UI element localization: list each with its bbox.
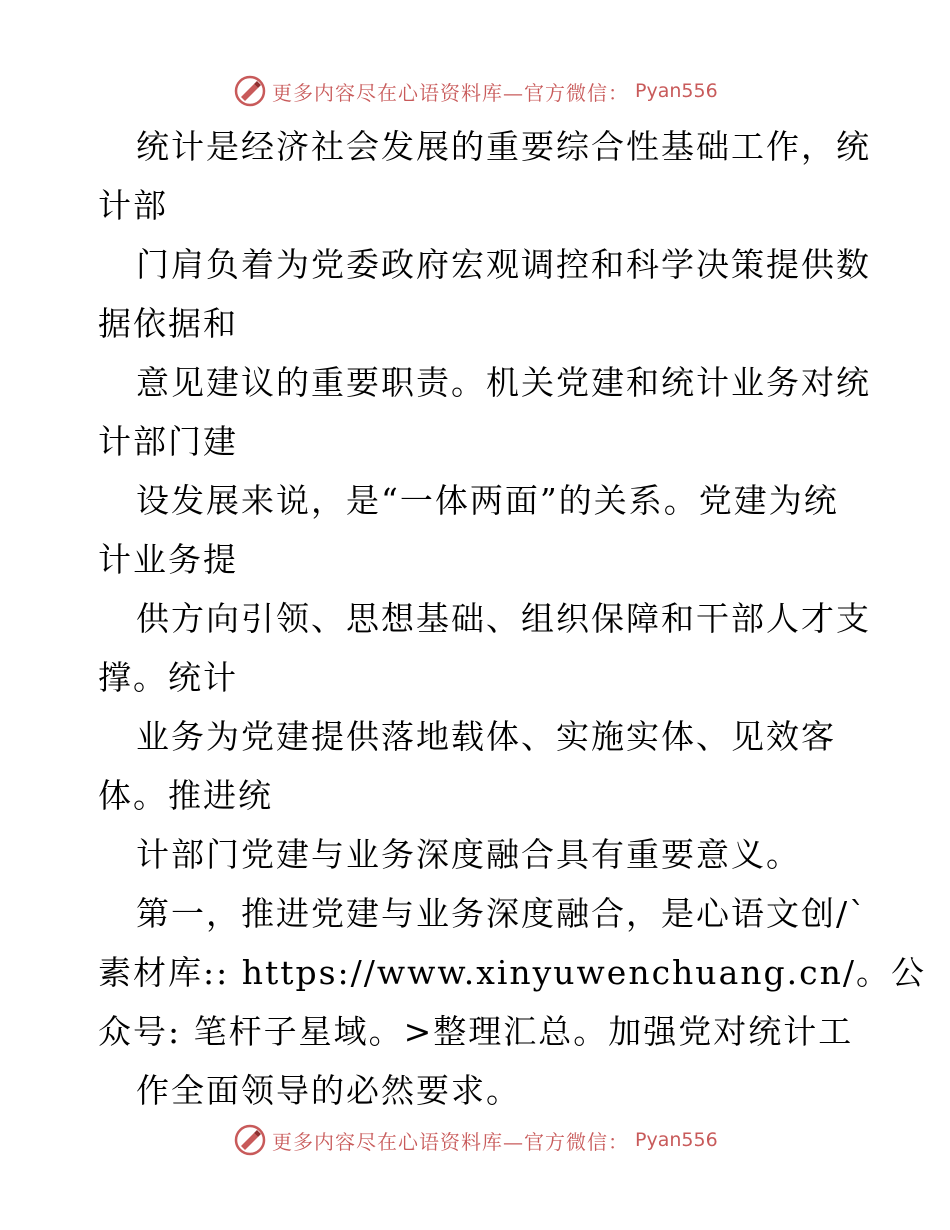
body-line: 第一，推进党建与业务深度融合，是心语文创/` xyxy=(136,894,868,933)
body-line: 计部 xyxy=(98,186,168,225)
body-line: 素材库:: https://www.xinyuwenchuang.cn/。公 xyxy=(98,953,926,992)
header-watermark xyxy=(234,73,718,109)
body-line: 供方向引领、思想基础、组织保障和干部人才支 xyxy=(136,599,871,638)
body-line: 业务为党建提供落地载体、实施实体、见效客 xyxy=(136,717,836,756)
header-watermark-wechat: Pyan556 xyxy=(635,80,718,102)
body-line: 计业务提 xyxy=(98,540,238,579)
footer-watermark-text: 更多内容尽在心语资料库—官方微信： xyxy=(272,1129,629,1154)
body-line: 统计是经济社会发展的重要综合性基础工作，统 xyxy=(136,127,871,166)
body-line: 意见建议的重要职责。机关党建和统计业务对统 xyxy=(136,363,871,402)
footer-watermark xyxy=(234,1122,718,1158)
body-line: 门肩负着为党委政府宏观调控和科学决策提供数 xyxy=(136,245,871,284)
header-watermark-text: 更多内容尽在心语资料库—官方微信： xyxy=(272,80,629,105)
body-line: 设发展来说，是“一体两面”的关系。党建为统 xyxy=(136,481,839,520)
body-line: 撑。统计 xyxy=(98,658,238,697)
footer-watermark-wechat: Pyan556 xyxy=(635,1129,718,1151)
body-line: 据依据和 xyxy=(98,304,238,343)
body-line: 计部门党建与业务深度融合具有重要意义。 xyxy=(136,835,801,874)
body-line: 体。推进统 xyxy=(98,776,273,815)
body-line: 众号: 笔杆子星域。>整理汇总。加强党对统计工 xyxy=(98,1012,854,1051)
pen-logo-icon xyxy=(234,75,266,107)
body-line: 作全面领导的必然要求。 xyxy=(136,1071,521,1110)
body-line: 计部门建 xyxy=(98,422,238,461)
pen-logo-icon xyxy=(234,1124,266,1156)
